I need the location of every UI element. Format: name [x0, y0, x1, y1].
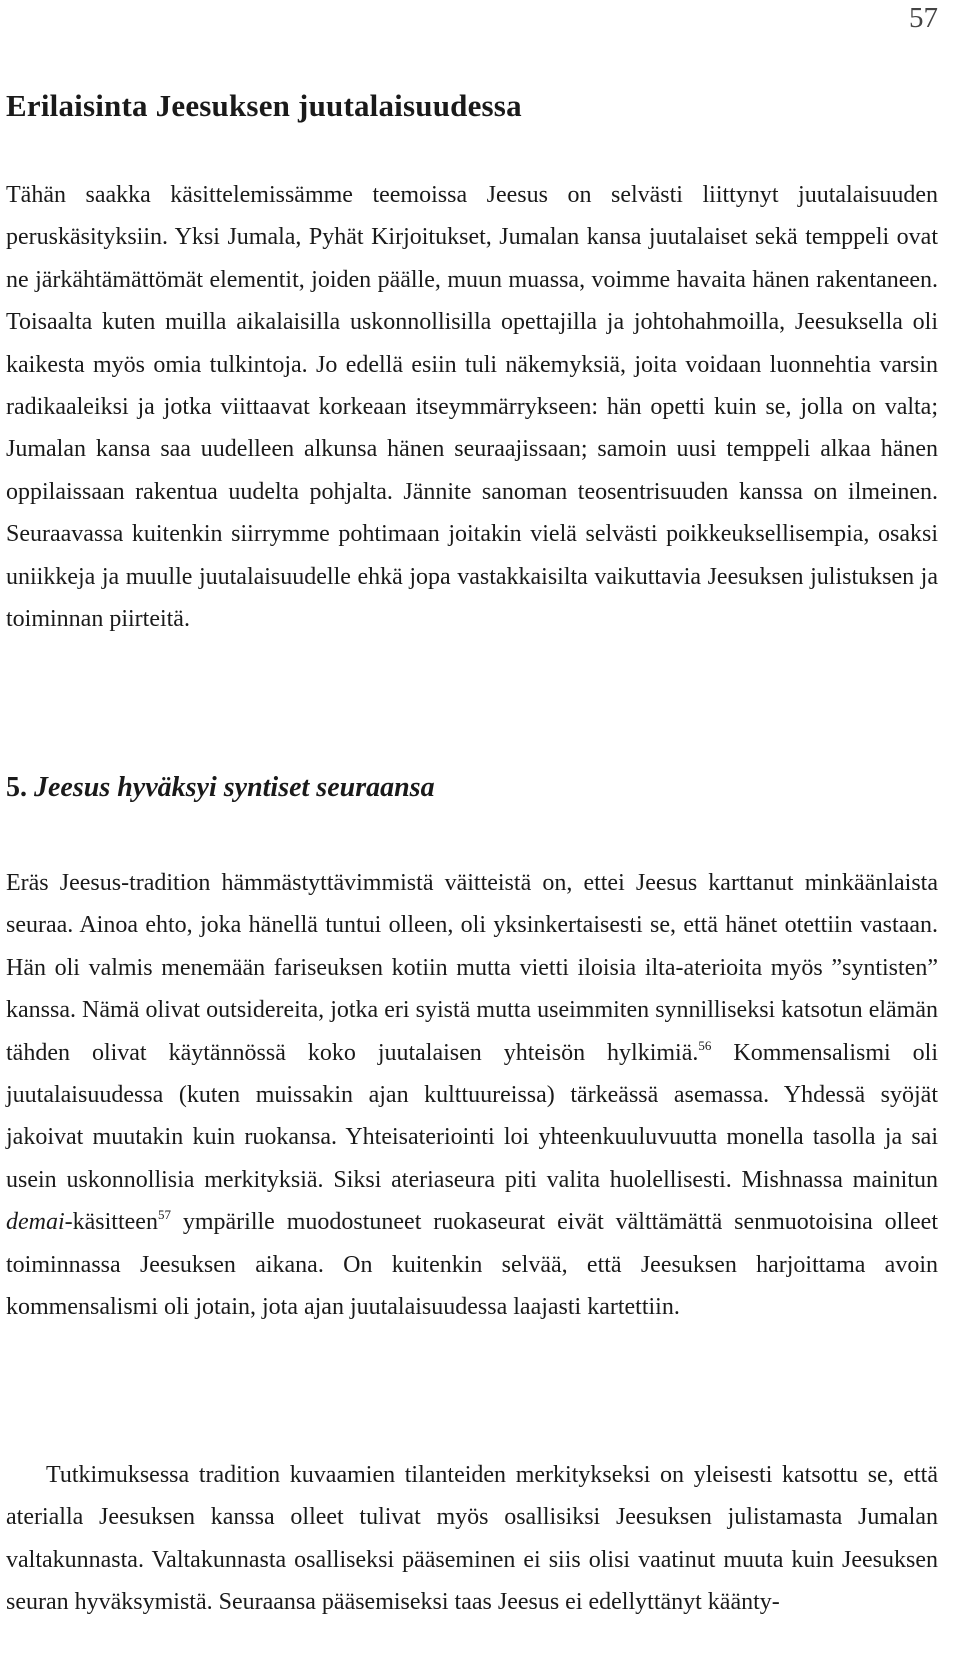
page-number: 57	[909, 2, 938, 34]
italic-term: demai	[6, 1209, 65, 1236]
section-heading	[6, 772, 940, 804]
body-paragraph-1	[6, 862, 938, 1328]
footnote-ref-56[interactable]: 56	[698, 1037, 712, 1053]
paragraph-text: Eräs Jeesus-tradition hämmästyttävimmistä väitteistä on, ettei Jeesus karttanut minkäänlaista seuraa. Ainoa ehto, joka hänellä tuntui olleen, oli yksinkertaisesti se, että hänet otettiin vastaan. Hän oli valmis menemään fariseuksen kotiin mutta vietti iloisia ilta-aterioita myös ”syntisten” kanssa. Nämä olivat outsidereita, jotka eri syistä mutta useimmiten synnilliseksi katsotun elämän tähden olivat käytännössä koko juutalaisen yhteisön hylkimiä.	[6, 870, 938, 1066]
paragraph-text: Kommensalismi oli juutalaisuudessa (kuten muissakin ajan kulttuureissa) tärkeässä asemassa. Yhdessä syöjät jakoivat muutakin kuin ruokansa. Yhteisateriointi loi yhteenkuuluvuutta monella tasolla ja sai usein uskonnollisia merkityksiä. Siksi ateriaseura piti valita huolellisesti. Mishnassa mainitun	[6, 1039, 938, 1193]
footnote-ref-57[interactable]: 57	[157, 1207, 171, 1223]
section-title: Jeesus hyväksyi syntiset seuraansa	[34, 772, 435, 803]
chapter-title: Erilaisinta Jeesuksen juutalaisuudessa	[6, 88, 522, 123]
body-paragraph-2: Tutkimuksessa tradition kuvaamien tilanteiden merkitykseksi on yleisesti katsottu se, että aterialla Jeesuksen kanssa olleet tulivat myös osallisiksi Jeesuksen julistamasta Jumalan valtakunnasta. Valtakunnasta osalliseksi pääseminen ei siis olisi vaatinut muuta kuin Jeesuksen seuran hyväksymistä. Seuraansa pääsemiseksi taas Jeesus ei edellyttänyt käänty-	[6, 1462, 938, 1616]
paragraph-text: -käsitteen	[64, 1209, 158, 1236]
section-number: 5.	[6, 772, 27, 803]
paragraph-text: ympärille muodostuneet ruokaseurat eivät välttämättä senmuotoisina olleet toiminnassa Jeesuksen aikana. On kuitenkin selvää, että Jeesuksen harjoittama avoin kommensalismi oli jotain, jota ajan juutalaisuudessa laajasti kartettiin.	[6, 1209, 938, 1321]
intro-paragraph: Tähän saakka käsittelemissämme teemoissa Jeesus on selvästi liittynyt juutalaisuuden peruskäsityksiin. Yksi Jumala, Pyhät Kirjoitukset, Jumalan kansa juutalaiset sekä temppeli ovat ne järkähtämättömät elementit, joiden päälle, muun muassa, voimme havaita hänen rakentaneen. Toisaalta kuten muilla aikalaisilla uskonnollisilla opettajilla ja johtohahmoilla, Jeesuksella oli kaikesta myös omia tulkintoja. Jo edellä esiin tuli näkemyksiä, joita voidaan luonnehtia varsin radikaaleiksi ja jotka viittaavat korkeaan itseymmärrykseen: hän opetti kuin se, jolla on valta; Jumalan kansa saa uudelleen alkunsa hänen seuraajissaan; samoin uusi temppeli alkaa hänen oppilaissaan rakentua uudelta pohjalta. Jännite sanoman teosentrisuuden kanssa on ilmeinen. Seuraavassa kuitenkin siirrymme pohtimaan joitakin vielä selvästi poikkeuksellisempia, osaksi uniikkeja ja muulle juutalaisuudelle ehkä jopa vastakkaisilta vaikuttavia Jeesuksen julistuksen ja toiminnan piirteitä.	[6, 182, 938, 633]
